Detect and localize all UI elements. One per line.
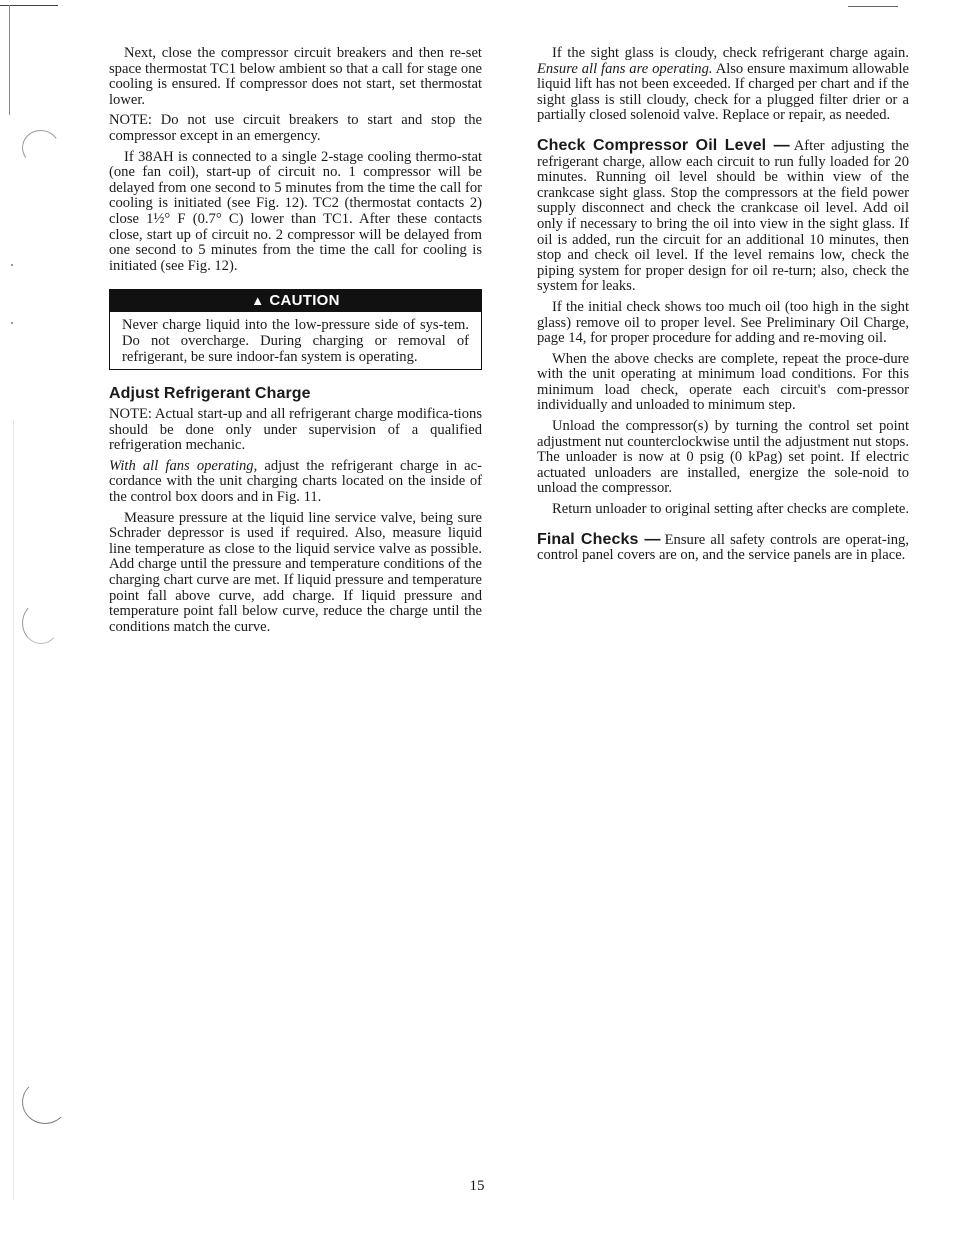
paragraph-fans-operating bbox=[109, 459, 482, 506]
heading-check-compressor-oil-level: Check Compressor Oil Level — bbox=[537, 136, 790, 154]
caution-box bbox=[109, 289, 482, 370]
punch-hole-top bbox=[19, 127, 63, 169]
paragraph-minimum-load: When the above checks are complete, repeat the proce-dure with the unit operating at minimum load conditions. For this minimum load check, operate each circuit's com-pressor individually and unloaded to minimum step. bbox=[537, 350, 909, 414]
punch-hole-bottom bbox=[22, 1080, 68, 1124]
heading-final-checks: Final Checks — bbox=[537, 530, 661, 548]
paragraph-start-compressor: Next, close the compressor circuit breakers and then re-set space thermostat TC1 below ambient so that a call for stage one cooling is ensured. If compressor does not start, set thermostat lower. bbox=[109, 45, 482, 108]
paragraph-measure-pressure: Measure pressure at the liquid line service valve, being sure Schrader depressor is used if required. Also, measure liquid line temperature as close to the liquid service valve as possible. Add charge until the pressure and temperature conditions of the charging chart curve are met. If liquid pressure and temperature point fall above curve, add charge. If liquid pressure and temperature point fall below curve, reduce the charge until the conditions match the curve. bbox=[109, 509, 482, 635]
caution-text: Never charge liquid into the low-pressure side of sys-tem. Do not overcharge. During charging or removal of refrigerant, be sure indoor-fan system is operating. bbox=[122, 317, 469, 365]
crop-mark-left-edge bbox=[9, 5, 10, 115]
paragraph-too-much-oil: If the initial check shows too much oil (too high in the sight glass) remove oil to proper level. See Preliminary Oil Charge, page 14, for proper procedure for adding and re-moving oil. bbox=[537, 298, 909, 347]
paragraph-two-stage-thermostat: If 38AH is connected to a single 2-stage cooling thermo-stat (one fan coil), start-up of circuit no. 1 compressor will be delayed from one second to 5 minutes from the time the call for cooling is initiated (see Fig. 12). TC2 (thermostat contacts 2) close 1½° F (0.7° C) lower than TC1. After these contacts close, start up of circuit no. 2 compressor will be delayed from one second to 5 minutes from the time the call for cooling is initiated (see Fig. 12). bbox=[109, 148, 482, 274]
left-column bbox=[109, 46, 482, 640]
section-final-checks bbox=[537, 532, 909, 564]
paragraph-sight-glass-rest: Also ensure maximum allowable liquid lift has not been exceeded. If charged per chart and if the sight glass is still cloudy, check for a plugged filter drier or a partially closed solenoid valve. Replace or repair, as needed. bbox=[537, 60, 909, 124]
final-checks-text: Ensure all safety controls are operat-ing, control panel covers are on, and the service panels are in place. bbox=[537, 531, 909, 564]
paragraph-fans-operating-text: adjust the refrigerant charge in ac-cordance with the unit charging charts located on the inside of the control box doors and in Fig. 11. bbox=[109, 457, 482, 506]
emphasis-fans-operating: With all fans operating, bbox=[109, 457, 258, 474]
crop-mark-top-right bbox=[848, 6, 898, 7]
right-column bbox=[537, 46, 909, 569]
note-circuit-breakers: NOTE: Do not use circuit breakers to start and stop the compressor except in an emergency. bbox=[109, 112, 482, 144]
section-check-oil-level bbox=[537, 138, 909, 295]
paragraph-unload-compressor: Unload the compressor(s) by turning the control set point adjustment nut counterclockwise until the adjustment nut stops. The unloader is now at 0 psig (0 kPag) set point. If electric actuated unloaders are installed, energize the sole-noid to unload the compressor. bbox=[537, 418, 909, 497]
emphasis-ensure-fans: Ensure all fans are operating. bbox=[537, 60, 713, 77]
oil-level-text: After adjusting the refrigerant charge, allow each circuit to run fully loaded for 20 minutes. Running oil level should be within view of the crankcase sight glass. Stop the compressors at the field power supply disconnect and check the crankcase oil level. Add oil only if necessary to bring the oil into view in the sight glass. If oil is added, run the circuit for an additional 10 minutes, then stop and check oil level. If the level remains low, check the piping system for proper design for oil re-turn; also, check the system for leaks. bbox=[537, 137, 909, 295]
paragraph-return-unloader: Return unloader to original setting after checks are complete. bbox=[552, 501, 910, 518]
page-number: 15 bbox=[469, 1178, 485, 1194]
paragraph-sight-glass bbox=[537, 46, 909, 124]
punch-hole-middle bbox=[22, 602, 60, 644]
heading-adjust-refrigerant-charge: Adjust Refrigerant Charge bbox=[109, 385, 311, 403]
scan-edge-line bbox=[13, 420, 14, 1200]
caution-title: CAUTION bbox=[269, 292, 340, 310]
scan-speck bbox=[11, 322, 13, 324]
caution-header bbox=[110, 290, 481, 312]
note-supervision: NOTE: Actual start-up and all refrigerant charge modifica-tions should be done only under supervision of a qualified refrigeration mechanic. bbox=[109, 406, 482, 454]
scan-speck bbox=[11, 264, 13, 266]
warning-triangle-icon: ▲ bbox=[251, 293, 265, 309]
paragraph-sight-glass-start: If the sight glass is cloudy, check refrigerant charge again. bbox=[552, 45, 909, 61]
